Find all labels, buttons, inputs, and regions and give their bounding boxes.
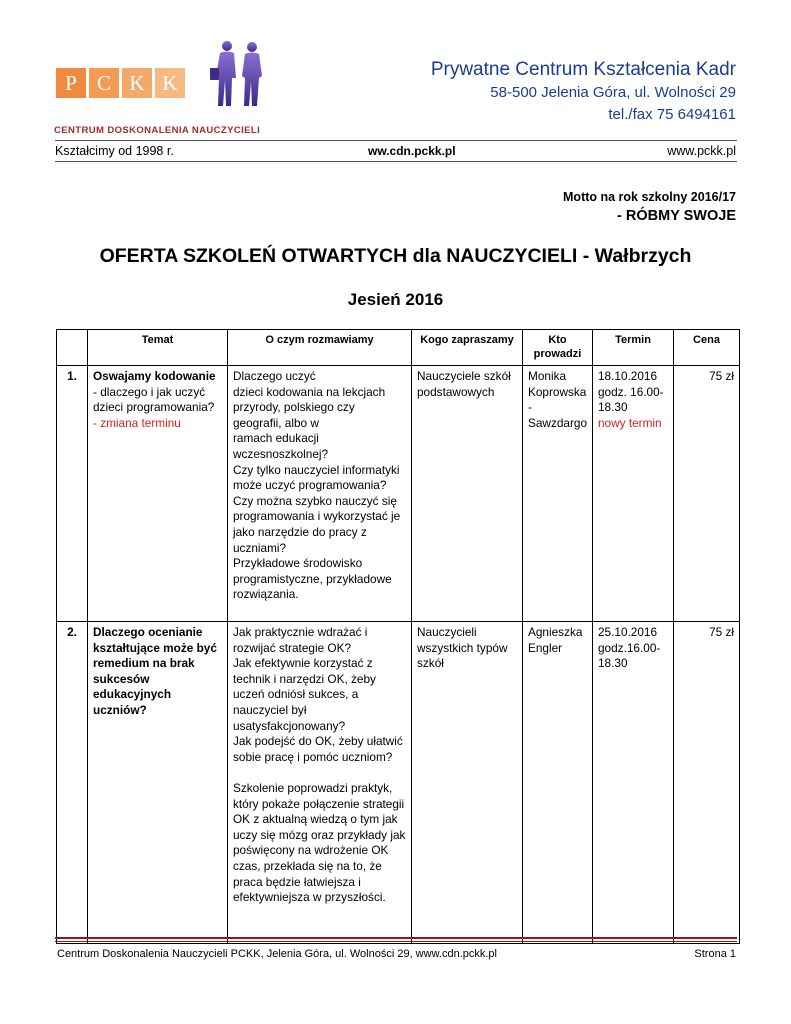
price-cell: 75 zł: [674, 366, 740, 622]
column-header-price: Cena: [674, 330, 740, 366]
column-header-topic: Temat: [88, 330, 228, 366]
trainer-cell: Monika Koprowska - Sawzdargo: [523, 366, 593, 622]
footer-divider-thin: [55, 941, 737, 942]
topic-cell: [88, 366, 228, 622]
date-cell: [593, 366, 674, 622]
trainer-cell: Agnieszka Engler: [523, 622, 593, 944]
audience-cell: Nauczyciele szkół podstawowych: [412, 366, 523, 622]
column-header-about: O czym rozmawiamy: [228, 330, 412, 366]
cdn-website-link[interactable]: ww.cdn.pckk.pl: [368, 144, 456, 158]
date-cell: 25.10.2016 godz.16.00- 18.30: [593, 622, 674, 944]
row-number: 1.: [57, 366, 88, 622]
column-header-number: [57, 330, 88, 366]
header-divider-bottom: [55, 161, 737, 162]
document-title: OFERTA SZKOLEŃ OTWARTYCH dla NAUCZYCIELI - Wałbrzych: [99, 245, 692, 267]
motto-label: Motto na rok szkolny 2016/17: [563, 190, 736, 204]
pckk-logo: [54, 40, 284, 140]
header-divider: [55, 140, 737, 141]
logo-letter: K: [122, 68, 152, 98]
topic-title: Dlaczego ocenianie kształtujące może być remedium na brak sukcesów edukacyjnych uczniów?: [93, 625, 217, 717]
logo-letter: C: [89, 68, 119, 98]
training-offer-table: [56, 329, 740, 944]
footer-text: Centrum Doskonalenia Nauczycieli PCKK, Jelenia Góra, ul. Wolności 29, www.cdn.pckk.pl: [57, 948, 497, 960]
organization-address: 58-500 Jelenia Góra, ul. Wolności 29: [490, 84, 736, 101]
topic-title: Oswajamy kodowanie: [93, 369, 216, 383]
audience-cell: Nauczycieli wszystkich typów szkół: [412, 622, 523, 944]
logo-caption: CENTRUM DOSKONALENIA NAUCZYCIELI: [54, 125, 261, 136]
topic-note: - zmiana terminu: [93, 415, 181, 430]
price-cell: 75 zł: [674, 622, 740, 944]
footer-divider: [55, 937, 737, 939]
date-text: 18.10.2016 godz. 16.00- 18.30: [598, 369, 664, 415]
date-note: nowy termin: [598, 415, 662, 430]
logo-letter: P: [56, 68, 86, 98]
logo-letter: K: [155, 68, 185, 98]
organization-name: Prywatne Centrum Kształcenia Kadr: [430, 59, 736, 80]
since-text: Kształcimy od 1998 r.: [55, 144, 174, 158]
motto-text: - RÓBMY SWOJE: [617, 208, 736, 224]
table-row: [57, 622, 740, 944]
pckk-website-link[interactable]: www.pckk.pl: [667, 144, 736, 158]
row-number: 2.: [57, 622, 88, 944]
people-figures-icon: [204, 40, 279, 108]
organization-phone: tel./fax 75 6494161: [608, 106, 736, 123]
column-header-date: Termin: [593, 330, 674, 366]
about-cell: Dlaczego uczyć dzieci kodowania na lekcjach przyrody, polskiego czy geografii, albo w ramach edukacji wczesnoszkolnej? Czy tylko nauczyciel informatyki może uczyć programowania? Czy można szybko nauczyć się programowania i wykorzystać je jako narzędzie do pracy z uczniami? Przykładowe środowisko programistyczne, przykładowe rozwiązania.: [228, 366, 412, 622]
column-header-audience: Kogo zapraszamy: [412, 330, 523, 366]
topic-subtitle: - dlaczego i jak uczyć dzieci programowania?: [93, 384, 215, 415]
page-number: Strona 1: [694, 948, 736, 960]
logo-letters: [56, 68, 185, 98]
about-cell: Jak praktycznie wdrażać i rozwijać strategie OK? Jak efektywnie korzystać z technik i narzędzi OK, żeby uczeń odniósł sukces, a nauczyciel był usatysfakcjonowany? Jak podejść do OK, żeby ułatwić sobie pracę i pomóc uczniom? Szkolenie poprowadzi praktyk, który pokaże połączenie strategii OK z aktualną wiedzą o tym jak uczy się mózg oraz przykłady jak poświęcony na wdrożenie OK czas, przekłada się na to, że praca będzie łatwiejsza i efektywniejsza w przyszłości.: [228, 622, 412, 944]
table-header-row: [57, 330, 740, 366]
season-subtitle: Jesień 2016: [347, 290, 444, 309]
column-header-trainer: Kto prowadzi: [523, 330, 593, 366]
topic-cell: [88, 622, 228, 944]
table-row: [57, 366, 740, 622]
